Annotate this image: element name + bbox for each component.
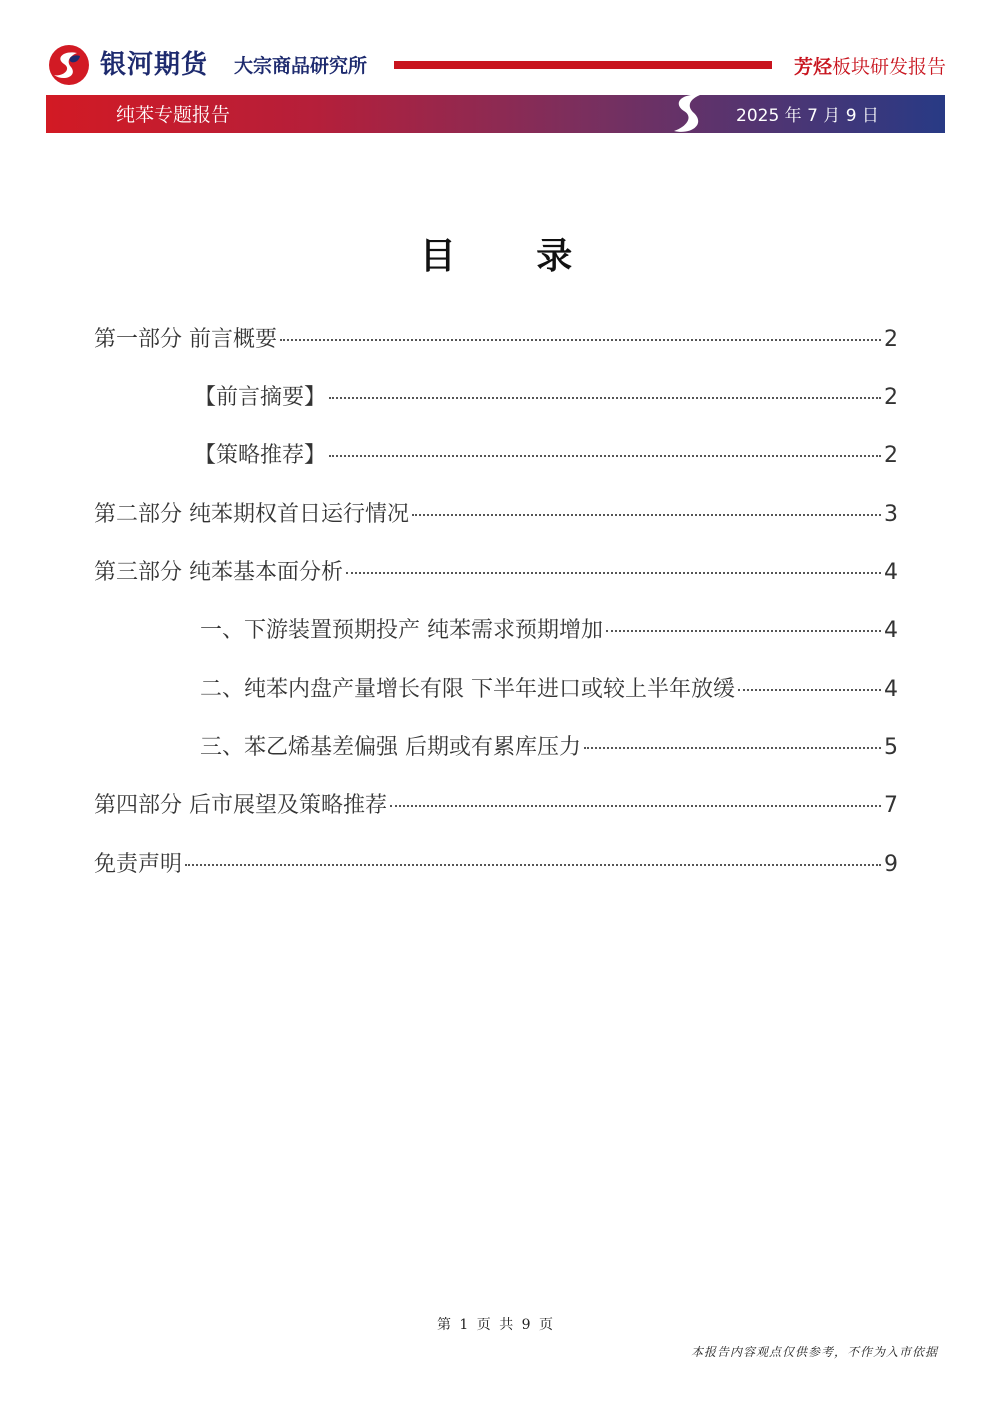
toc-entry-page: 4 (884, 618, 898, 643)
toc-entry-text: 三、苯乙烯基差偏强 后期或有累库压力 (200, 735, 581, 760)
toc-leader (606, 630, 881, 632)
toc-entry-text: 第二部分 纯苯期权首日运行情况 (94, 502, 409, 527)
toc-leader (346, 572, 881, 574)
toc-entry[interactable] (194, 383, 898, 413)
sector-rest: 板块研发报告 (831, 56, 946, 78)
toc-leader (329, 397, 881, 399)
s-swoosh-icon (668, 91, 708, 135)
report-type-title: 纯苯专题报告 (116, 104, 231, 126)
report-date: 2025 年 7 月 9 日 (736, 106, 879, 126)
institute-name: 大宗商品研究所 (234, 55, 368, 77)
sector-highlight: 芳烃 (793, 56, 832, 78)
toc-leader (329, 455, 881, 457)
toc-entry-page: 2 (884, 443, 898, 468)
toc-leader (280, 339, 881, 341)
toc-entry-text: 第三部分 纯苯基本面分析 (94, 560, 343, 585)
toc-entry-text: 免责声明 (94, 852, 183, 877)
toc-entry-text: 一、下游装置预期投产 纯苯需求预期增加 (200, 618, 603, 643)
toc-entry-page: 2 (884, 385, 898, 410)
toc-entry-page: 4 (884, 677, 898, 702)
toc-entry[interactable] (200, 616, 898, 646)
toc-entry-text: 二、纯苯内盘产量增长有限 下半年进口或较上半年放缓 (200, 677, 735, 702)
toc-entry[interactable] (94, 325, 898, 355)
toc-leader (584, 747, 881, 749)
toc-entry-page: 4 (884, 560, 898, 585)
toc-entry[interactable] (94, 558, 898, 588)
toc-entry[interactable] (200, 733, 898, 763)
toc-entry[interactable] (200, 675, 898, 705)
toc-leader (412, 514, 881, 516)
toc-leader (185, 864, 881, 866)
toc-entry-text: 【前言摘要】 (194, 385, 327, 410)
toc-entry-text: 第一部分 前言概要 (94, 327, 277, 352)
page-number: 第 1 页 共 9 页 (436, 1317, 556, 1333)
toc-entry-text: 【策略推荐】 (194, 443, 327, 468)
toc-leader (738, 689, 881, 691)
toc-entry-page: 5 (884, 735, 898, 760)
toc-entry-page: 3 (884, 502, 898, 527)
sector-report-label (794, 54, 946, 80)
toc-entry[interactable] (94, 850, 898, 880)
footer-disclaimer: 本报告内容观点仅供参考，不作为入市依据 (690, 1345, 938, 1359)
toc-title: 目 录 (419, 235, 607, 277)
toc-entry-page: 9 (884, 852, 898, 877)
toc-entry-page: 7 (884, 793, 898, 818)
toc-entry-text: 第四部分 后市展望及策略推荐 (94, 793, 387, 818)
toc-entry[interactable] (94, 791, 898, 821)
brand-name: 银河期货 (100, 50, 209, 80)
header-rule (394, 61, 772, 69)
header-banner (46, 95, 945, 133)
toc-entry-page: 2 (884, 327, 898, 352)
toc-leader (390, 805, 881, 807)
toc-entry[interactable] (94, 500, 898, 530)
galaxy-futures-logo-icon (46, 44, 92, 86)
toc-entry[interactable] (194, 441, 898, 471)
